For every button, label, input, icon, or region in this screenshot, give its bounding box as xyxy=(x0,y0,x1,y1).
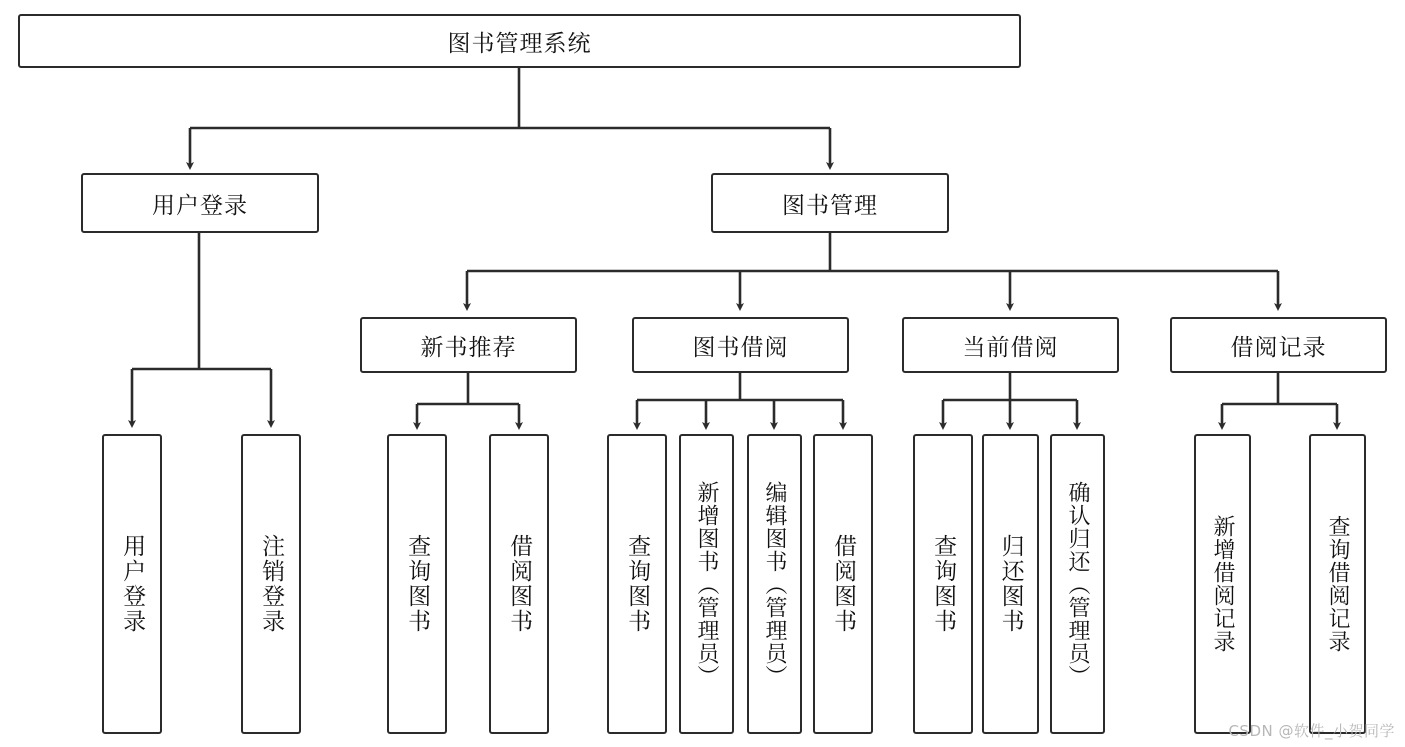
leaf-confirm-return-label: 确认归还（管理员） xyxy=(1065,480,1091,688)
node-book-borrow-label: 图书借阅 xyxy=(692,334,789,361)
node-current-borrow[interactable] xyxy=(902,317,1119,373)
leaf-edit-book-label: 编辑图书（管理员） xyxy=(762,480,788,688)
leaf-add-record-label: 新增借阅记录 xyxy=(1210,515,1236,653)
leaf-query-book-3-label: 查询图书 xyxy=(930,534,957,634)
node-book-borrow[interactable] xyxy=(632,317,849,373)
leaf-query-book-2[interactable] xyxy=(607,434,667,734)
leaf-query-record-label: 查询借阅记录 xyxy=(1325,515,1351,653)
leaf-query-book-3[interactable] xyxy=(913,434,973,734)
leaf-return-book[interactable] xyxy=(982,434,1039,734)
leaf-add-book[interactable] xyxy=(679,434,734,734)
leaf-query-book-2-label: 查询图书 xyxy=(624,534,651,634)
node-user-login-label: 用户登录 xyxy=(152,192,248,219)
leaf-user-login[interactable] xyxy=(102,434,162,734)
node-new-book-recommend[interactable] xyxy=(360,317,577,373)
leaf-add-book-label: 新增图书（管理员） xyxy=(694,480,720,688)
node-borrow-records-label: 借阅记录 xyxy=(1230,334,1327,361)
leaf-confirm-return[interactable] xyxy=(1050,434,1105,734)
node-book-management[interactable] xyxy=(711,173,949,233)
node-new-book-recommend-label: 新书推荐 xyxy=(420,334,517,361)
node-root[interactable] xyxy=(18,14,1021,68)
leaf-borrow-book-2-label: 借阅图书 xyxy=(830,534,857,634)
leaf-query-record[interactable] xyxy=(1309,434,1366,734)
leaf-borrow-book-1-label: 借阅图书 xyxy=(506,534,533,634)
leaf-user-logout-label: 注销登录 xyxy=(258,534,285,634)
leaf-edit-book[interactable] xyxy=(747,434,802,734)
node-root-label: 图书管理系统 xyxy=(447,30,592,57)
leaf-borrow-book-2[interactable] xyxy=(813,434,873,734)
node-borrow-records[interactable] xyxy=(1170,317,1387,373)
node-user-login[interactable] xyxy=(81,173,319,233)
node-book-management-label: 图书管理 xyxy=(782,192,878,219)
leaf-query-book-1-label: 查询图书 xyxy=(404,534,431,634)
node-current-borrow-label: 当前借阅 xyxy=(962,334,1059,361)
leaf-query-book-1[interactable] xyxy=(387,434,447,734)
leaf-add-record[interactable] xyxy=(1194,434,1251,734)
leaf-user-logout[interactable] xyxy=(241,434,301,734)
leaf-return-book-label: 归还图书 xyxy=(997,534,1024,634)
leaf-user-login-label: 用户登录 xyxy=(119,534,146,634)
leaf-borrow-book-1[interactable] xyxy=(489,434,549,734)
watermark: CSDN @软件_小贺同学 xyxy=(1228,722,1395,740)
